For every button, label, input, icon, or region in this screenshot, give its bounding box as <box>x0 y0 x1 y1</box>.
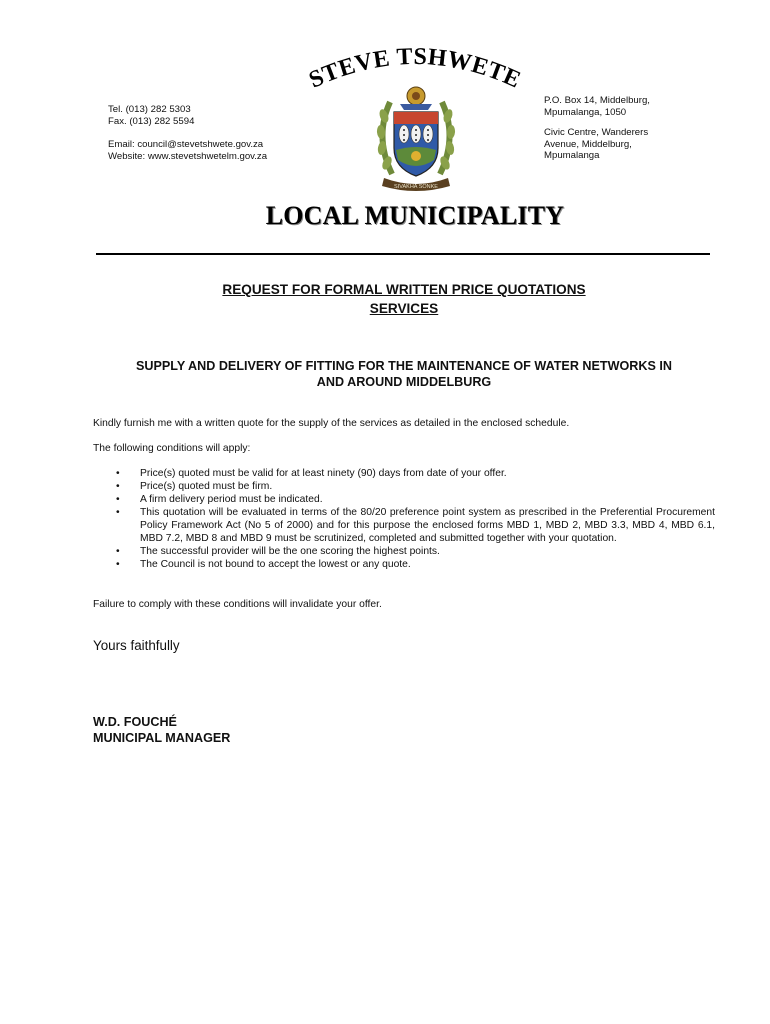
tel-text: Tel. (013) 282 5303 <box>108 104 191 115</box>
list-item <box>93 480 715 493</box>
contact-phone-block <box>108 104 194 127</box>
conditions-list <box>93 467 715 571</box>
list-item <box>93 493 715 506</box>
document-title-line1: REQUEST FOR FORMAL WRITTEN PRICE QUOTATIONS <box>222 282 586 297</box>
closing-salutation: Yours faithfully <box>93 638 180 653</box>
condition-text: Price(s) quoted must be firm. <box>140 481 273 492</box>
civic-line3: Mpumalanga <box>544 150 600 161</box>
list-item <box>93 467 715 480</box>
website-text: Website: www.stevetshwetelm.gov.za <box>108 150 268 162</box>
subject-line2: AND AROUND MIDDELBURG <box>316 375 492 389</box>
bullet-icon: • <box>116 468 120 479</box>
condition-text: The Council is not bound to accept the lowest or any quote. <box>140 559 411 570</box>
coat-of-arms-logo <box>370 82 462 194</box>
bullet-icon: • <box>116 559 120 570</box>
civic-line1: Civic Centre, Wanderers <box>544 127 649 138</box>
condition-text: A firm delivery period must be indicated. <box>140 494 323 505</box>
condition-text: Price(s) quoted must be valid for at least ninety (90) days from date of your offer. <box>140 468 507 479</box>
intro-paragraph: Kindly furnish me with a written quote for the supply of the services as detailed in the enclosed schedule. <box>93 418 570 429</box>
document-title-line2: SERVICES <box>369 301 439 316</box>
list-item <box>93 558 715 571</box>
signatory-position: MUNICIPAL MANAGER <box>93 731 231 745</box>
condition-text: This quotation will be evaluated in terms of the 80/20 preference point system as prescribed in the Preferential Procurement Policy Framework Act (No 5 of 2000) and for this purpose the enclosed forms MBD 1, MBD 2, MBD 3.3, MBD 4, MBD 6.1, MBD 7.2, MBD 8 and MBD 9 must be scrutinized, completed and submitted together with your quotation. <box>140 507 715 544</box>
email-text: Email: council@stevetshwete.gov.za <box>108 139 264 150</box>
contact-web-block <box>108 139 267 162</box>
postal-address-block <box>544 95 650 118</box>
org-subtitle: LOCAL MUNICIPALITY <box>265 201 565 230</box>
header-divider <box>96 253 710 255</box>
po-box-line1: P.O. Box 14, Middelburg, <box>544 95 650 106</box>
bullet-icon: • <box>116 546 120 557</box>
list-item <box>93 545 715 558</box>
bullet-icon: • <box>116 507 120 518</box>
bullet-icon: • <box>116 481 120 492</box>
civic-line2: Avenue, Middelburg, <box>544 138 632 150</box>
crest-banner-text: SIVAKHA SONKE <box>394 184 438 190</box>
po-box-line2: Mpumalanga, 1050 <box>544 106 627 118</box>
civic-address-block <box>544 127 648 162</box>
conditions-intro: The following conditions will apply: <box>93 443 251 454</box>
signatory-name: W.D. FOUCHÉ <box>93 715 177 729</box>
list-item <box>93 506 715 545</box>
bullet-icon: • <box>116 494 120 505</box>
subject-line1: SUPPLY AND DELIVERY OF FITTING FOR THE MAINTENANCE OF WATER NETWORKS IN <box>136 359 672 373</box>
signature-block <box>93 714 230 746</box>
condition-text: The successful provider will be the one scoring the highest points. <box>140 546 440 557</box>
warning-paragraph: Failure to comply with these conditions will invalidate your offer. <box>93 599 382 610</box>
arc-title-text: STEVE TSHWETE <box>305 43 525 94</box>
fax-text: Fax. (013) 282 5594 <box>108 115 195 127</box>
